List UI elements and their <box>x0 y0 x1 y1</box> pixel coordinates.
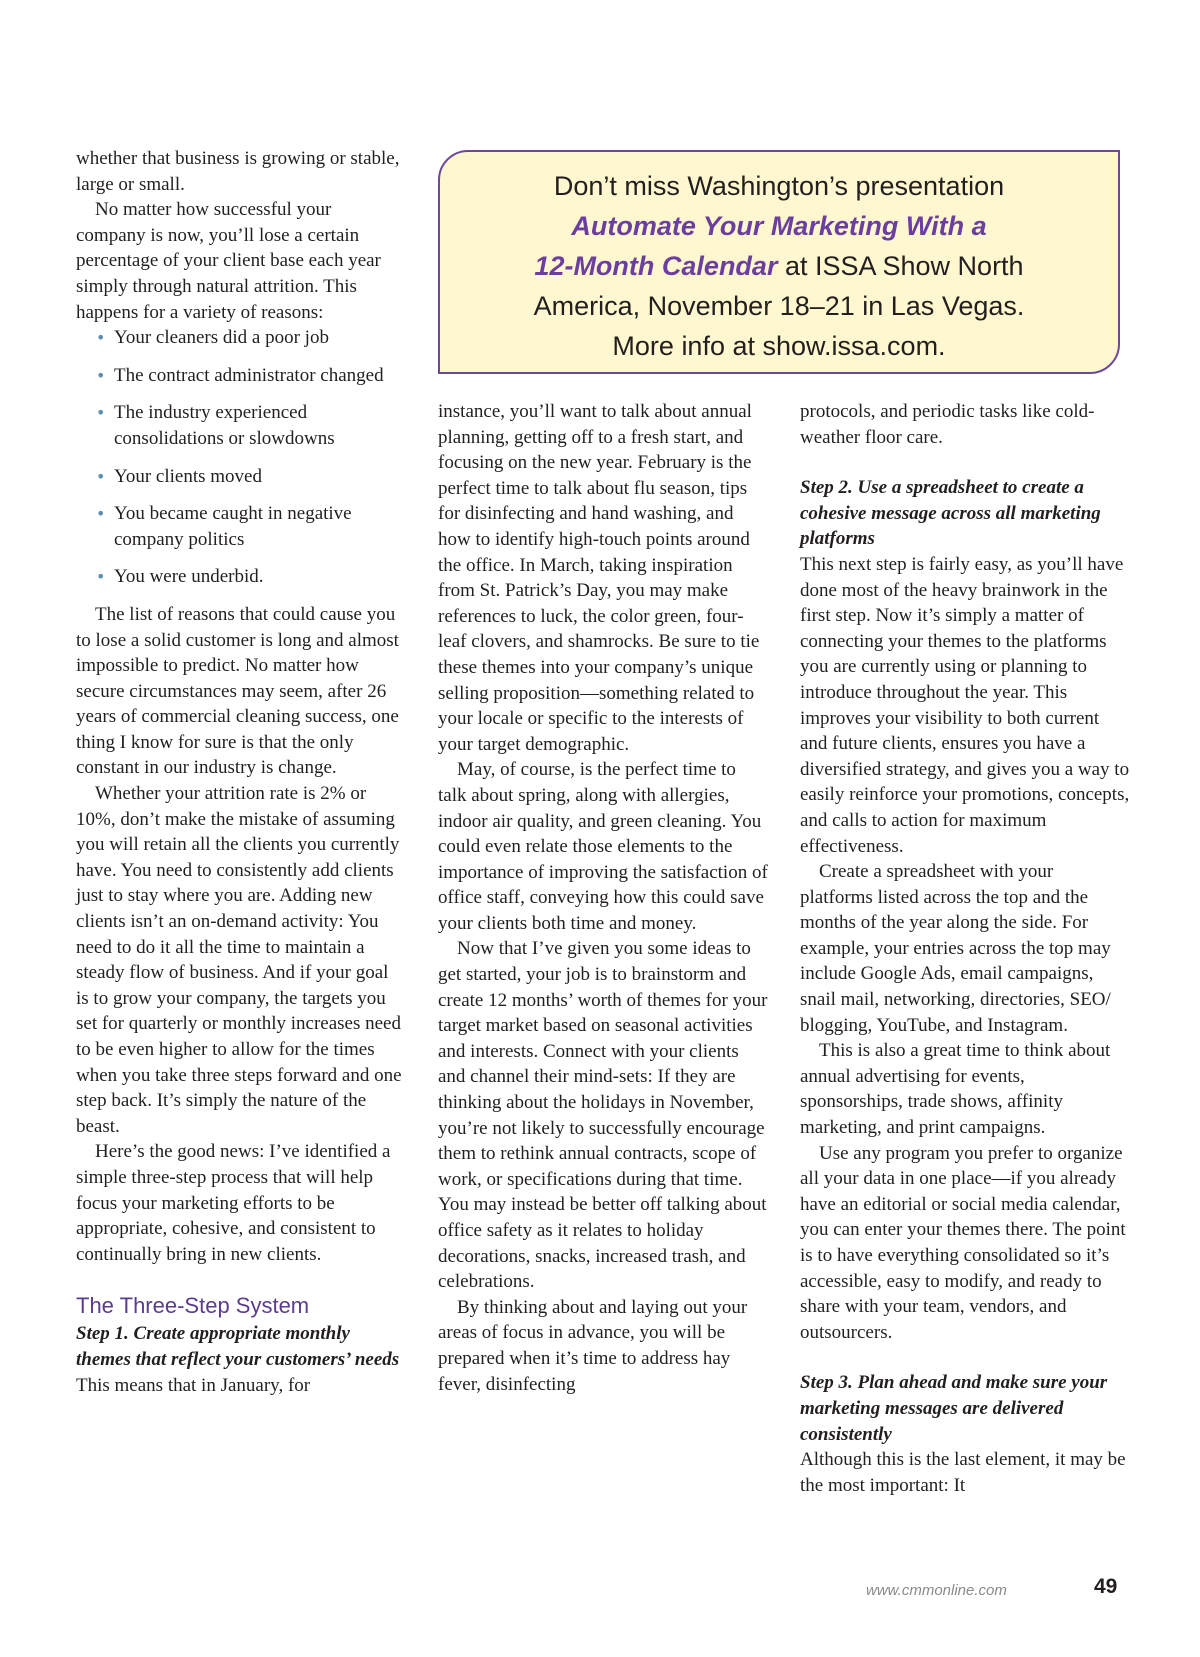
col1-paragraph-4: Whether your attrition rate is 2% or 10%, don’t make the mistake of assuming you will retain all the clients you currently have. You need to consistently add clients just to stay where you are. Adding new clients isn’t an on-demand activity: You need to do it all the time to maintain a steady flow of business. And if your goal is to grow your company, the targets you set for quarterly or monthly increases need to be even higher to allow for the times when you take three steps forward and one step back. It’s simply the nature of the beast. <box>76 783 402 1137</box>
callout-line-1: Don’t miss Washington’s presentation <box>553 171 1005 201</box>
list-item: • Your clients moved <box>114 464 402 490</box>
event-callout-box <box>438 150 1120 374</box>
list-item: • The contract administrator changed <box>114 363 402 389</box>
col2-paragraph-3: Now that I’ve given you some ideas to get started, your job is to brainstorm and create 12 months’ worth of themes for your target market based on seasonal activities and interests. Connect with your clients and channel their mind-sets: If they are thinking about the holidays in November, you’re not likely to successfully encourage them to rethink annual contracts, scope of work, or specifications during that time. You may instead be better off talking about office safety as it relates to holiday decorations, snacks, increased trash, and celebrations. <box>438 938 768 1293</box>
callout-line-3 <box>440 246 1118 286</box>
col3-paragraph-5: Use any program you prefer to organize all your data in one place—if you already have an editorial or social media calendar, you can enter your themes there. The point is to have everything consolidated so it’s accessible, easy to modify, and ready to share with your team, vendors, and outsourcers. <box>800 1142 1126 1343</box>
article-column-3 <box>800 399 1130 1498</box>
section-heading: The Three-Step System <box>76 1293 310 1319</box>
article-column-1 <box>76 146 402 1398</box>
footer-url: www.cmmonline.com <box>866 1582 1007 1599</box>
col2-paragraph-4: By thinking about and laying out your areas of focus in advance, you will be prepared when it’s time to address hay fever, disinfecting <box>438 1296 748 1395</box>
step-1-heading: Step 1. Create appropriate monthly themes that reflect your customers’ needs <box>76 1323 400 1370</box>
col1-paragraph-6: This means that in January, for <box>76 1374 311 1396</box>
col3-paragraph-3: Create a spreadsheet with your platforms listed across the top and the months of the year along the side. For example, your entries across the top may include Google Ads, email campaigns, snail mail, networking, directories, SEO/ blogging, YouTube, and Instagram. <box>800 861 1111 1036</box>
col1-paragraph-3: The list of reasons that could cause you to lose a solid customer is long and almost impossible to predict. No matter how secure circumstances may seem, after 26 years of commercial cleaning success, one thing I know for sure is that the only constant in our industry is change. <box>76 603 399 779</box>
step-3-heading: Step 3. Plan ahead and make sure your marketing messages are delivered consistently <box>800 1372 1108 1445</box>
article-column-2 <box>438 399 768 1397</box>
col1-paragraph-5: Here’s the good news: I’ve identified a simple three-step process that will help focus your marketing efforts to be appropriate, cohesive, and consistent to continually bring in new clients. <box>76 1141 391 1265</box>
col2-paragraph-2: May, of course, is the perfect time to talk about spring, along with allergies, indoor air quality, and green cleaning. You could even relate those elements to the importance of improving the satisfaction of office staff, conveying how this could save your clients both time and money. <box>438 759 768 934</box>
col3-paragraph-1: protocols, and periodic tasks like cold-weather floor care. <box>800 401 1095 448</box>
col3-paragraph-4: This is also a great time to think about annual advertising for events, sponsorships, trade shows, affinity marketing, and print campaigns. <box>800 1040 1111 1139</box>
list-item: • The industry experienced consolidations or slowdowns <box>114 400 402 451</box>
callout-title-line-2: 12-Month Calendar <box>534 251 778 281</box>
list-item: • Your cleaners did a poor job <box>114 325 402 351</box>
page-number: 49 <box>1094 1575 1118 1598</box>
list-item: • You were underbid. <box>114 564 402 590</box>
list-item: • You became caught in negative company politics <box>114 501 402 552</box>
callout-line-5: More info at show.issa.com. <box>612 331 946 361</box>
callout-line-4: America, November 18–21 in Las Vegas. <box>533 291 1025 321</box>
callout-title-line-1: Automate Your Marketing With a <box>571 211 987 241</box>
attrition-reasons-list <box>76 325 402 590</box>
col1-paragraph-2: No matter how successful your company is now, you’ll lose a certain percentage of your client base each year simply through natural attrition. This happens for a variety of reasons: <box>76 199 381 323</box>
col2-paragraph-1: instance, you’ll want to talk about annual planning, getting off to a fresh start, and focusing on the new year. February is the perfect time to talk about flu season, tips for disinfecting and hand washing, and how to identify high-touch points around the office. In March, taking inspiration from St. Patrick’s Day, you may make references to luck, the color green, four-leaf clovers, and shamrocks. Be sure to tie these themes into your company’s unique selling proposition—something related to your locale or specific to the interests of your target demographic. <box>438 401 760 755</box>
step-2-heading: Step 2. Use a spreadsheet to create a cohesive message across all marketing platforms <box>800 477 1101 550</box>
col3-paragraph-6: Although this is the last element, it may be the most important: It <box>800 1449 1126 1496</box>
col3-paragraph-2: This next step is fairly easy, as you’ll have done most of the heavy brainwork in the first step. Now it’s simply a matter of connecting your themes to the platforms you are currently using or planning to introduce throughout the year. This improves your visibility to both current and future clients, ensures you have a diversified strategy, and gives you a way to easily reinforce your promotions, concepts, and calls to action for maximum effectiveness. <box>800 553 1130 857</box>
col1-paragraph-1: whether that business is growing or stable, large or small. <box>76 148 400 195</box>
callout-line-3-suffix: at ISSA Show North <box>777 251 1024 281</box>
